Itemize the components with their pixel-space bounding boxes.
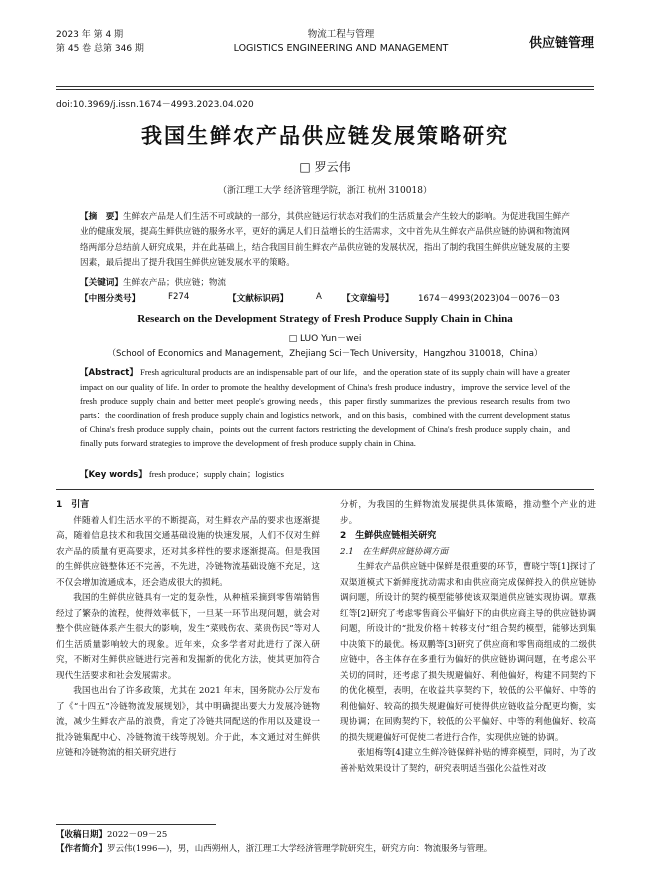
- article-no-label: 【文章编号】: [342, 294, 394, 304]
- author-bio: [56, 842, 594, 856]
- abstract-text: 生鲜农产品是人们生活不可或缺的一部分，其供应链运行状态对我们的生活质量会产生较大的影响。为促进我国生鲜产业的健康发展，提高生鲜供应链的服务水平，更好的满足人们日益增长的生活需求，文中首先从生鲜农产品供应链的协调和物流网络两部分总结前人研究成果，并在此基础上，结合我国目前生鲜农产品供应链的发展状况，指出了制约我国生鲜供应链发展的主要因素，最后提出了提升我国生鲜供应链发展水平的策略。: [80, 212, 570, 268]
- journal-name-en: LOGISTICS ENGINEERING AND MANAGEMENT: [233, 43, 449, 54]
- doc-code-value: A: [316, 292, 322, 302]
- abstract-cn: [80, 210, 570, 271]
- article-no-value: 1674－4993(2023)04－0076－03: [418, 294, 560, 304]
- year-issue: 2023 年 第 4 期: [56, 30, 124, 40]
- doc-code-label: 【文献标识码】: [228, 294, 289, 304]
- journal-name: [221, 28, 461, 56]
- body-column-right: [340, 498, 596, 777]
- paragraph: 分析，为我国的生鲜物流发展提供具体策略，推动整个产业的进步。: [340, 500, 596, 526]
- abstract-label: 【摘 要】: [80, 212, 123, 222]
- received-value: 2022－09－25: [107, 830, 168, 840]
- running-header: [56, 28, 594, 78]
- keywords-cn: [80, 276, 226, 288]
- section-heading: 1 引言: [56, 500, 90, 510]
- paper-title-cn: 我国生鲜农产品供应链发展策略研究: [141, 124, 509, 148]
- issue-info: [56, 28, 144, 56]
- header-rule: [56, 89, 594, 90]
- keywords-label: 【关键词】: [80, 278, 123, 288]
- keywords-en-text: fresh produce；supply chain；logistics: [148, 469, 284, 479]
- paragraph: 我国的生鲜供应链具有一定的复杂性，从种植采摘到零售端销售经过了繁杂的流程，使得效率低下，一旦某一环节出现问题，就会对整个供应链体系产生很大的影响，发生“菜贱伤农、菜贵伤民”等对人们生活质量影响较大的现象。近年来，众多学者对此进行了深入研究，不断对生鲜供应链进行完善和发掘新的优化方法，使其更加符合现代生活要求和社会发展需求。: [56, 593, 320, 681]
- author-bio-text: 罗云伟(1996—)，男，山西朔州人，浙江理工大学经济管理学院研究生，研究方向：物流服务与管理。: [107, 844, 493, 854]
- abstract-en-label: 【Abstract】: [80, 368, 138, 378]
- footnote-rule: [56, 824, 216, 825]
- received-label: 【收稿日期】: [56, 830, 108, 840]
- keywords-en: [80, 468, 284, 480]
- paragraph: 张旭梅等[4]建立生鲜冷链保鲜补贴的博弈模型，同时，为了改善补贴效果设计了契约，研究表明适当强化公益性对改: [340, 748, 596, 774]
- journal-name-cn: 物流工程与管理: [307, 29, 375, 40]
- affiliation-en: （School of Economics and Management，Zhejiang Sci－Tech University，Hangzhou 310018，China）: [107, 349, 543, 359]
- author-cn: □ 罗云伟: [299, 160, 351, 174]
- doi: doi:10.3969/j.issn.1674－4993.2023.04.020: [56, 100, 254, 110]
- received-date: [56, 828, 594, 842]
- abstract-en-text: Fresh agricultural products are an indispensable part of our life，and the operation state of its supply chain will have a greater impact on our quality of life. In order to promote the healthy development of China's fresh produce industry，improve the service level of the fresh produce supply chain and better meet people's growing needs，this paper firstly summarizes the previous research results from two parts：the coordination of fresh produce supply chain and logistics network，and on this basis，combined with the current development status of China's fresh produce supply chain，points out the current factors restricting the development of China's fresh produce supply chain，and finally puts forward strategies to improve the development of fresh produce supply chain in China.: [80, 367, 571, 448]
- affiliation-cn: （浙江理工大学 经济管理学院，浙江 杭州 310018）: [218, 186, 432, 196]
- clc-value: F274: [168, 292, 190, 302]
- paragraph: 我国也出台了许多政策，尤其在 2021 年末，国务院办公厅发布了《“十四五”冷链物流发展规划》，其中明确提出要大力发展冷链物流，减少生鲜农产品的浪费，肯定了冷链共同配送的作用以及建设一批冷链集配中心、冷链物流干线等规划。介于此，本文通过对生鲜供应链和冷链物流的相关研究进行: [56, 686, 320, 758]
- clc-label: 【中图分类号】: [80, 294, 141, 304]
- section-divider: [56, 489, 594, 490]
- keywords-en-label: 【Key words】: [80, 470, 147, 480]
- paragraph: 伴随着人们生活水平的不断提高，对生鲜农产品的要求也逐渐提高，随着信息技术和我国交通基础设施的快速发展，人们不仅对生鲜农产品的质量有更高要求，还对其多样性的要求逐渐提高。但是我国的生鲜供应链整体还不完善，不先进，冷链物流基础设施不充足，这不仅会增加流通成本，还会造成很大的损耗。: [56, 515, 320, 588]
- section-name: 供应链管理: [528, 36, 594, 51]
- paragraph: 生鲜农产品供应链中保鲜是很重要的环节，曹晓宁等[1]探讨了双渠道模式下新鲜度扰动需求和由供应商完成保鲜投入的供应链协调问题，所设计的契约模型能够使该双渠道供应链实现协调。覃燕红等[2]研究了考虑零售商公平偏好下的由供应商主导的供应链协调问题，所设计的“批发价格＋转移支付”组合契约模型，能够达到集中决策下的最优。杨双鹏等[3]研究了供应商和零售商组成的二级供应链中，各主体存在多重行为偏好的供应链协调问题，在考虑公平关切的同时，还考虑了损失规避偏好、利他偏好，构建不同契约下的优化模型，表明，在收益共享契约下，较低的公平偏好、中等的利他偏好、较高的损失规避偏好可使得供应链收益分配更均衡，实现协调；在回购契约下，较低的公平偏好、中等的利他偏好、较高的损失规避偏好可促使二者进行合作，实现供应链的协调。: [340, 562, 596, 743]
- paper-title-en: Research on the Development Strategy of Fresh Produce Supply Chain in China: [137, 313, 513, 325]
- footnote: [56, 828, 594, 856]
- header-rule: [56, 86, 594, 87]
- subsection-heading: 2.1 在生鲜供应链协调方面: [340, 546, 449, 557]
- author-en: □ LUO Yun－wei: [288, 334, 362, 344]
- author-bio-label: 【作者简介】: [56, 844, 108, 854]
- keywords-text: 生鲜农产品；供应链；物流: [122, 278, 227, 288]
- volume-total: 第 45 卷 总第 346 期: [56, 44, 144, 54]
- body-column-left: [56, 498, 320, 762]
- section-heading: 2 生鲜供应链相关研究: [340, 531, 437, 541]
- abstract-en: [80, 365, 570, 450]
